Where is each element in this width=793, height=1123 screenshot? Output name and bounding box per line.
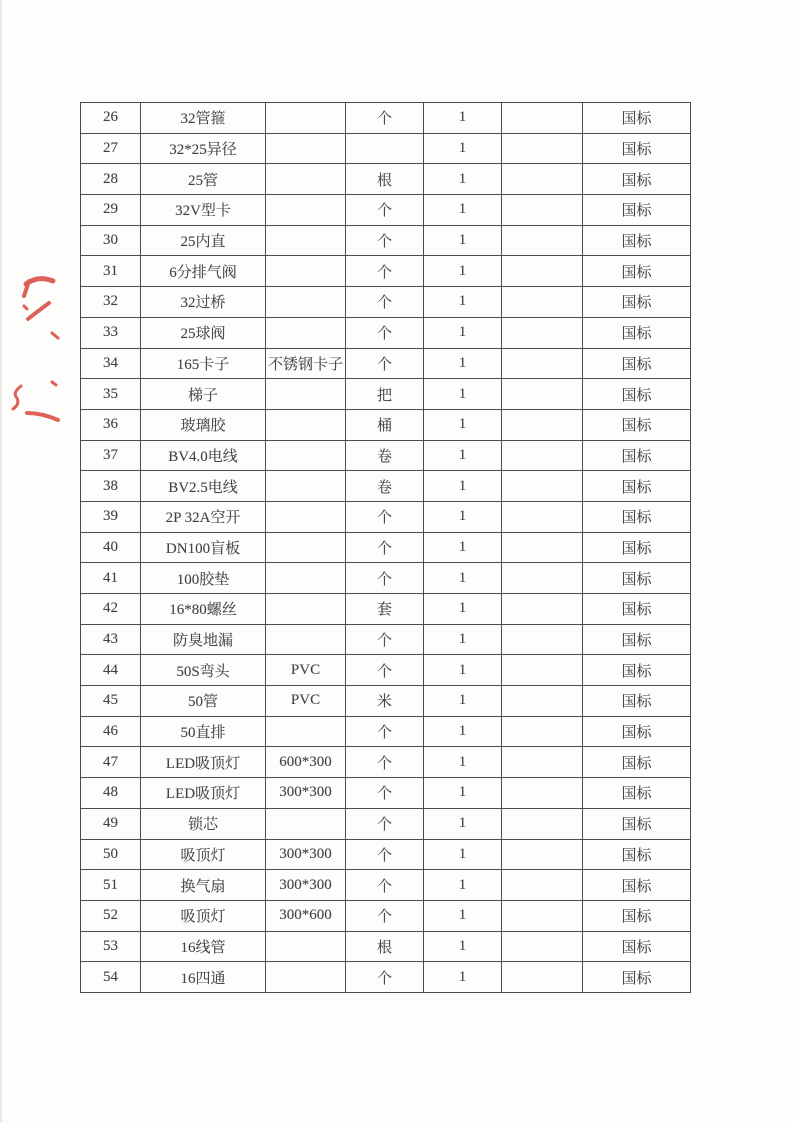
cell-blank <box>502 501 583 532</box>
cell-name: 梯子 <box>141 379 266 410</box>
cell-qty: 1 <box>424 931 502 962</box>
table-row <box>81 471 691 502</box>
cell-qty: 1 <box>424 532 502 563</box>
cell-standard: 国标 <box>583 655 691 686</box>
cell-spec <box>266 501 346 532</box>
cell-index: 34 <box>81 348 141 379</box>
table-row <box>81 900 691 931</box>
cell-qty: 1 <box>424 317 502 348</box>
cell-index: 30 <box>81 225 141 256</box>
cell-spec: 300*300 <box>266 870 346 901</box>
cell-unit: 卷 <box>346 471 424 502</box>
cell-unit: 个 <box>346 103 424 134</box>
cell-index: 42 <box>81 594 141 625</box>
cell-index: 35 <box>81 379 141 410</box>
table-row <box>81 747 691 778</box>
cell-name: 50S弯头 <box>141 655 266 686</box>
cell-name: 32管箍 <box>141 103 266 134</box>
table-row <box>81 716 691 747</box>
cell-standard: 国标 <box>583 225 691 256</box>
cell-blank <box>502 317 583 348</box>
cell-standard: 国标 <box>583 900 691 931</box>
table-row <box>81 195 691 226</box>
cell-name: 锁芯 <box>141 808 266 839</box>
cell-blank <box>502 563 583 594</box>
cell-standard: 国标 <box>583 563 691 594</box>
cell-unit: 桶 <box>346 409 424 440</box>
cell-name: DN100盲板 <box>141 532 266 563</box>
cell-spec <box>266 962 346 993</box>
table-row <box>81 962 691 993</box>
cell-qty: 1 <box>424 103 502 134</box>
cell-index: 47 <box>81 747 141 778</box>
table-row <box>81 103 691 134</box>
cell-blank <box>502 409 583 440</box>
cell-qty: 1 <box>424 624 502 655</box>
cell-spec <box>266 103 346 134</box>
cell-index: 27 <box>81 133 141 164</box>
cell-spec <box>266 594 346 625</box>
cell-name: 玻璃胶 <box>141 409 266 440</box>
cell-name: BV2.5电线 <box>141 471 266 502</box>
cell-standard: 国标 <box>583 133 691 164</box>
cell-unit: 个 <box>346 256 424 287</box>
cell-index: 38 <box>81 471 141 502</box>
table-row <box>81 624 691 655</box>
cell-standard: 国标 <box>583 440 691 471</box>
cell-unit: 个 <box>346 962 424 993</box>
table-row <box>81 409 691 440</box>
cell-blank <box>502 962 583 993</box>
cell-spec: PVC <box>266 655 346 686</box>
table-row <box>81 808 691 839</box>
table-row <box>81 532 691 563</box>
table-row <box>81 164 691 195</box>
cell-unit: 个 <box>346 624 424 655</box>
cell-unit: 个 <box>346 317 424 348</box>
cell-blank <box>502 900 583 931</box>
cell-qty: 1 <box>424 348 502 379</box>
cell-name: 165卡子 <box>141 348 266 379</box>
cell-qty: 1 <box>424 778 502 809</box>
cell-unit: 个 <box>346 716 424 747</box>
cell-blank <box>502 133 583 164</box>
cell-spec <box>266 808 346 839</box>
cell-unit: 个 <box>346 225 424 256</box>
cell-index: 32 <box>81 287 141 318</box>
cell-unit: 个 <box>346 287 424 318</box>
cell-name: 25管 <box>141 164 266 195</box>
cell-index: 39 <box>81 501 141 532</box>
cell-name: BV4.0电线 <box>141 440 266 471</box>
cell-blank <box>502 624 583 655</box>
cell-blank <box>502 348 583 379</box>
cell-index: 36 <box>81 409 141 440</box>
cell-index: 41 <box>81 563 141 594</box>
cell-standard: 国标 <box>583 195 691 226</box>
cell-name: 25球阀 <box>141 317 266 348</box>
cell-spec <box>266 256 346 287</box>
cell-unit: 个 <box>346 900 424 931</box>
cell-qty: 1 <box>424 962 502 993</box>
cell-standard: 国标 <box>583 471 691 502</box>
cell-blank <box>502 440 583 471</box>
cell-standard: 国标 <box>583 808 691 839</box>
cell-spec <box>266 195 346 226</box>
table-row <box>81 440 691 471</box>
cell-spec <box>266 379 346 410</box>
scan-edge-shadow <box>0 0 2 1123</box>
cell-qty: 1 <box>424 716 502 747</box>
cell-qty: 1 <box>424 900 502 931</box>
cell-blank <box>502 532 583 563</box>
cell-spec <box>266 532 346 563</box>
table-row <box>81 379 691 410</box>
cell-qty: 1 <box>424 501 502 532</box>
table-row <box>81 686 691 717</box>
cell-index: 49 <box>81 808 141 839</box>
cell-standard: 国标 <box>583 409 691 440</box>
cell-index: 44 <box>81 655 141 686</box>
cell-name: 吸顶灯 <box>141 839 266 870</box>
table-row <box>81 931 691 962</box>
cell-standard: 国标 <box>583 501 691 532</box>
cell-blank <box>502 870 583 901</box>
cell-blank <box>502 103 583 134</box>
cell-unit: 个 <box>346 348 424 379</box>
cell-blank <box>502 471 583 502</box>
cell-spec <box>266 133 346 164</box>
cell-standard: 国标 <box>583 287 691 318</box>
cell-blank <box>502 379 583 410</box>
cell-name: 16线管 <box>141 931 266 962</box>
cell-spec: 300*600 <box>266 900 346 931</box>
cell-standard: 国标 <box>583 747 691 778</box>
materials-table-body <box>81 103 691 993</box>
cell-index: 46 <box>81 716 141 747</box>
cell-qty: 1 <box>424 440 502 471</box>
table-row <box>81 870 691 901</box>
cell-spec: 600*300 <box>266 747 346 778</box>
cell-name: LED吸顶灯 <box>141 747 266 778</box>
cell-blank <box>502 747 583 778</box>
cell-unit: 个 <box>346 532 424 563</box>
cell-standard: 国标 <box>583 624 691 655</box>
cell-qty: 1 <box>424 808 502 839</box>
cell-index: 43 <box>81 624 141 655</box>
cell-blank <box>502 225 583 256</box>
cell-qty: 1 <box>424 409 502 440</box>
cell-unit: 个 <box>346 563 424 594</box>
cell-index: 54 <box>81 962 141 993</box>
table-row <box>81 287 691 318</box>
cell-spec <box>266 440 346 471</box>
cell-qty: 1 <box>424 379 502 410</box>
cell-unit: 把 <box>346 379 424 410</box>
cell-standard: 国标 <box>583 256 691 287</box>
cell-unit: 个 <box>346 655 424 686</box>
cell-qty: 1 <box>424 195 502 226</box>
cell-unit: 根 <box>346 931 424 962</box>
cell-standard: 国标 <box>583 594 691 625</box>
cell-spec <box>266 931 346 962</box>
table-row <box>81 317 691 348</box>
cell-unit: 个 <box>346 747 424 778</box>
cell-standard: 国标 <box>583 686 691 717</box>
cell-name: 吸顶灯 <box>141 900 266 931</box>
table-row <box>81 839 691 870</box>
cell-unit <box>346 133 424 164</box>
cell-unit: 个 <box>346 839 424 870</box>
cell-standard: 国标 <box>583 962 691 993</box>
cell-spec <box>266 409 346 440</box>
table-row <box>81 348 691 379</box>
cell-standard: 国标 <box>583 348 691 379</box>
cell-qty: 1 <box>424 256 502 287</box>
cell-name: 32V型卡 <box>141 195 266 226</box>
cell-name: 32*25异径 <box>141 133 266 164</box>
cell-index: 29 <box>81 195 141 226</box>
cell-standard: 国标 <box>583 103 691 134</box>
cell-unit: 根 <box>346 164 424 195</box>
cell-unit: 个 <box>346 870 424 901</box>
cell-standard: 国标 <box>583 870 691 901</box>
cell-standard: 国标 <box>583 164 691 195</box>
cell-blank <box>502 778 583 809</box>
table-row <box>81 655 691 686</box>
cell-qty: 1 <box>424 164 502 195</box>
cell-blank <box>502 839 583 870</box>
cell-qty: 1 <box>424 686 502 717</box>
table-row <box>81 778 691 809</box>
cell-standard: 国标 <box>583 532 691 563</box>
cell-unit: 个 <box>346 808 424 839</box>
cell-blank <box>502 287 583 318</box>
cell-index: 31 <box>81 256 141 287</box>
cell-blank <box>502 256 583 287</box>
cell-qty: 1 <box>424 594 502 625</box>
cell-spec: PVC <box>266 686 346 717</box>
table-row <box>81 225 691 256</box>
cell-spec <box>266 287 346 318</box>
cell-unit: 套 <box>346 594 424 625</box>
cell-qty: 1 <box>424 471 502 502</box>
cell-index: 45 <box>81 686 141 717</box>
cell-standard: 国标 <box>583 716 691 747</box>
cell-index: 51 <box>81 870 141 901</box>
materials-table <box>80 102 691 993</box>
cell-name: 6分排气阀 <box>141 256 266 287</box>
cell-unit: 个 <box>346 195 424 226</box>
cell-unit: 个 <box>346 501 424 532</box>
cell-spec <box>266 624 346 655</box>
table-row <box>81 563 691 594</box>
cell-spec: 300*300 <box>266 778 346 809</box>
cell-index: 48 <box>81 778 141 809</box>
cell-qty: 1 <box>424 870 502 901</box>
cell-qty: 1 <box>424 839 502 870</box>
cell-spec <box>266 164 346 195</box>
cell-blank <box>502 195 583 226</box>
cell-name: 50直排 <box>141 716 266 747</box>
cell-name: 2P 32A空开 <box>141 501 266 532</box>
cell-name: 16四通 <box>141 962 266 993</box>
table-row <box>81 594 691 625</box>
cell-name: 50管 <box>141 686 266 717</box>
cell-standard: 国标 <box>583 317 691 348</box>
cell-standard: 国标 <box>583 839 691 870</box>
cell-name: 16*80螺丝 <box>141 594 266 625</box>
cell-name: 25内直 <box>141 225 266 256</box>
cell-blank <box>502 716 583 747</box>
cell-spec <box>266 471 346 502</box>
cell-spec: 不锈钢卡子 <box>266 348 346 379</box>
cell-blank <box>502 164 583 195</box>
cell-qty: 1 <box>424 563 502 594</box>
table-row <box>81 256 691 287</box>
cell-blank <box>502 686 583 717</box>
cell-blank <box>502 655 583 686</box>
cell-blank <box>502 931 583 962</box>
cell-index: 26 <box>81 103 141 134</box>
cell-spec: 300*300 <box>266 839 346 870</box>
cell-index: 40 <box>81 532 141 563</box>
cell-name: 换气扇 <box>141 870 266 901</box>
cell-spec <box>266 716 346 747</box>
cell-name: 防臭地漏 <box>141 624 266 655</box>
cell-spec <box>266 225 346 256</box>
cell-standard: 国标 <box>583 379 691 410</box>
cell-spec <box>266 317 346 348</box>
cell-index: 37 <box>81 440 141 471</box>
cell-qty: 1 <box>424 225 502 256</box>
cell-qty: 1 <box>424 287 502 318</box>
cell-index: 33 <box>81 317 141 348</box>
cell-name: LED吸顶灯 <box>141 778 266 809</box>
cell-blank <box>502 594 583 625</box>
cell-qty: 1 <box>424 747 502 778</box>
cell-name: 32过桥 <box>141 287 266 318</box>
cell-standard: 国标 <box>583 778 691 809</box>
cell-name: 100胶垫 <box>141 563 266 594</box>
cell-standard: 国标 <box>583 931 691 962</box>
cell-index: 50 <box>81 839 141 870</box>
cell-qty: 1 <box>424 133 502 164</box>
cell-unit: 个 <box>346 778 424 809</box>
cell-spec <box>266 563 346 594</box>
cell-qty: 1 <box>424 655 502 686</box>
cell-index: 52 <box>81 900 141 931</box>
cell-unit: 米 <box>346 686 424 717</box>
cell-blank <box>502 808 583 839</box>
cell-unit: 卷 <box>346 440 424 471</box>
cell-index: 53 <box>81 931 141 962</box>
cell-index: 28 <box>81 164 141 195</box>
table-row <box>81 133 691 164</box>
table-row <box>81 501 691 532</box>
